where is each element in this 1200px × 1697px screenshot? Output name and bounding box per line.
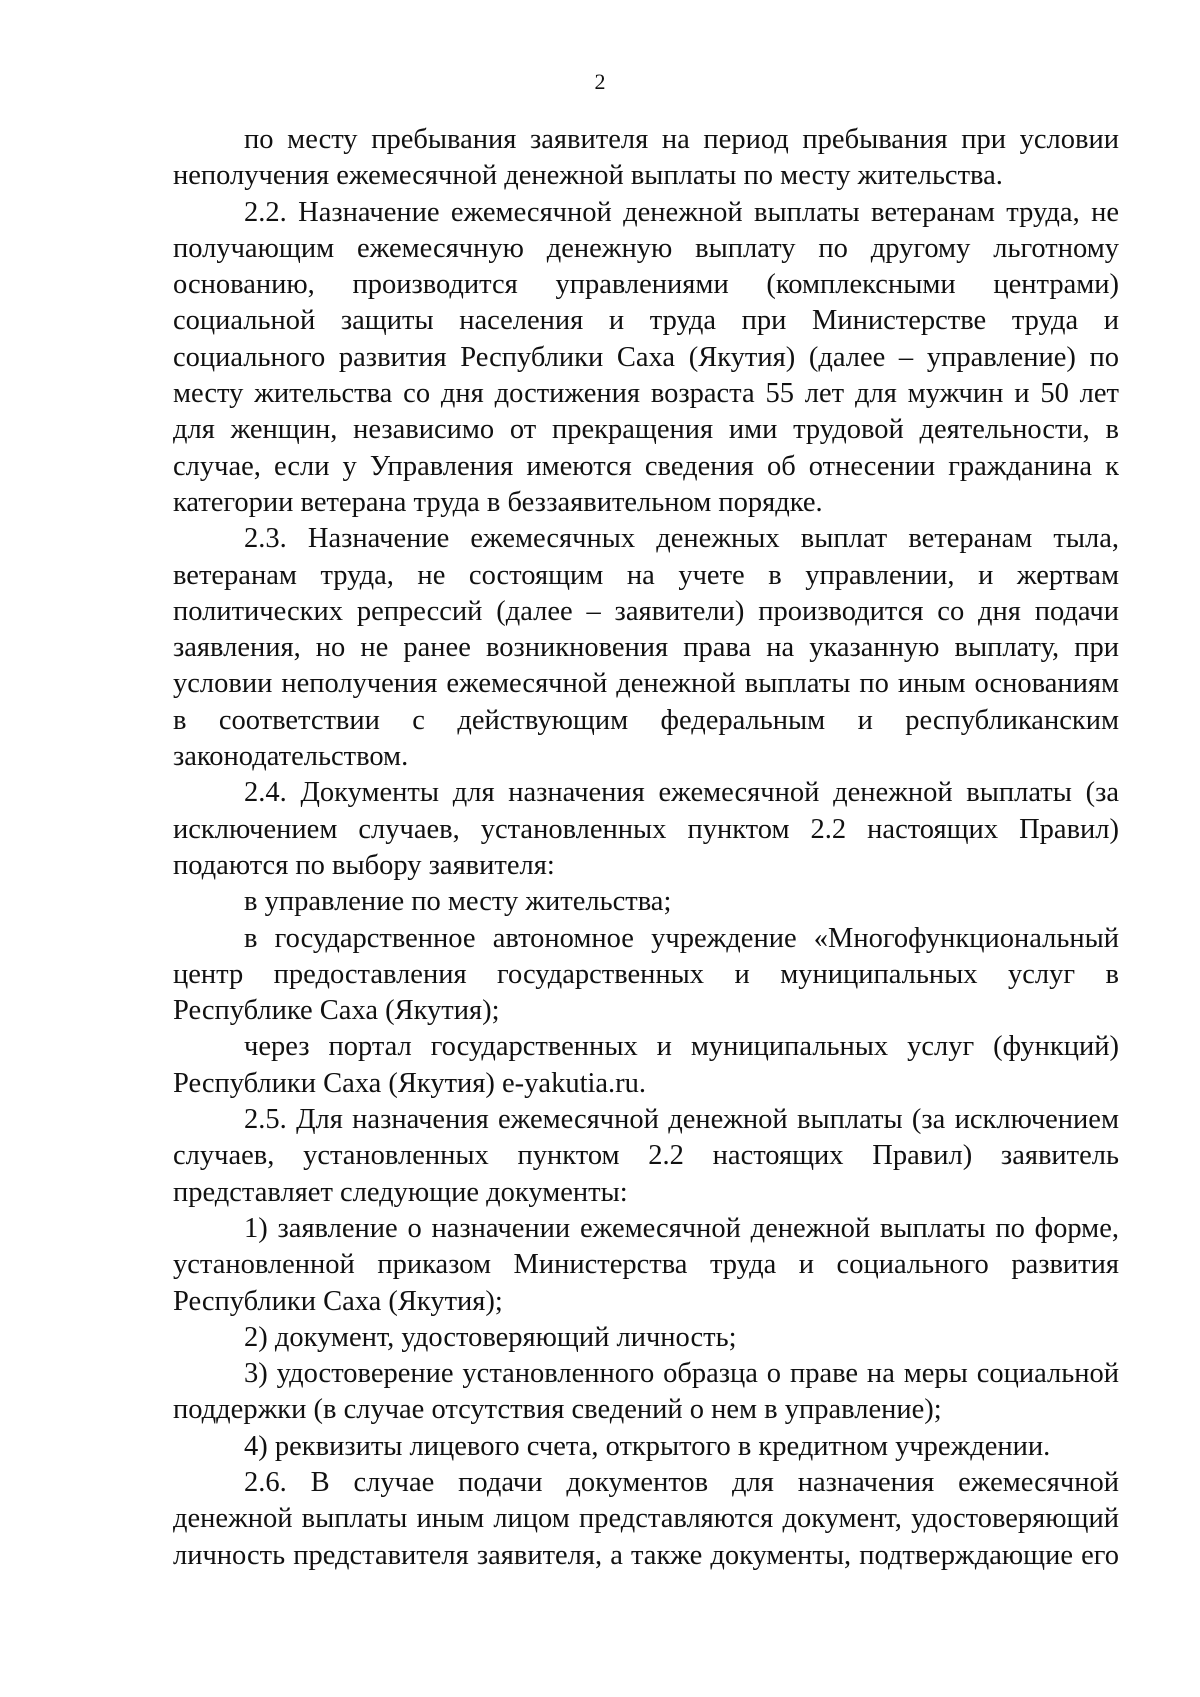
paragraph-2-5: 2.5. Для назначения ежемесячной денежной выплаты (за исключением случаев, установленных пунктом 2.2 настоящих Правил) заявитель представляет следующие документы: xyxy=(173,1104,1119,1208)
list-item-4-bank-details: 4) реквизиты лицевого счета, открытого в кредитном учреждении. xyxy=(244,1430,1051,1462)
paragraph-continuation: по месту пребывания заявителя на период пребывания при условии неполучения ежемесячной денежной выплаты по месту жительства. xyxy=(173,124,1119,192)
list-item-2-identity-document: 2) документ, удостоверяющий личность; xyxy=(244,1321,737,1353)
paragraph-2-6: 2.6. В случае подачи документов для назначения ежемесячной денежной выплаты иным лицом представляются документ, удостоверяющий личность представителя заявителя, а также документы, подтверждающие его xyxy=(173,1466,1119,1571)
list-item-1-application: 1) заявление о назначении ежемесячной денежной выплаты по форме, установленной приказом Министерства труда и социального развития Республики Саха (Якутия); xyxy=(173,1212,1119,1317)
paragraph-2-3: 2.3. Назначение ежемесячных денежных выплат ветеранам тыла, ветеранам труда, не состоящим на учете в управлении, и жертвам политических репрессий (далее – заявители) производится со дня подачи заявления, но не ранее возникновения права на указанную выплату, при условии неполучения ежемесячной денежной выплаты по иным основаниям в соответствии с действующим федеральным и республиканским законодательством. xyxy=(173,523,1119,773)
list-item-management: в управление по месту жительства; xyxy=(244,886,672,918)
document-body xyxy=(173,122,1119,1574)
paragraph-2-2: 2.2. Назначение ежемесячной денежной выплаты ветеранам труда, не получающим ежемесячную денежную выплату по другому льготному основанию, производится управлениями (комплексными центрами) социальной защиты населения и труда при Министерстве труда и социального развития Республики Саха (Якутия) (далее – управление) по месту жительства со дня достижения возраста 55 лет для мужчин и 50 лет для женщин, независимо от прекращения ими трудовой деятельности, в случае, если у Управления имеются сведения об отнесении гражданина к категории ветерана труда в беззаявительном порядке. xyxy=(173,196,1119,518)
list-item-portal: через портал государственных и муниципальных услуг (функций) Республики Саха (Якутия) e-yakutia.ru. xyxy=(173,1031,1119,1099)
list-item-3-certificate: 3) удостоверение установленного образца о праве на меры социальной поддержки (в случае отсутствия сведений о нем в управление); xyxy=(173,1358,1119,1426)
list-item-mfc: в государственное автономное учреждение «Многофункциональный центр предоставления государственных и муниципальных услуг в Республике Саха (Якутия); xyxy=(173,922,1119,1027)
paragraph-2-4: 2.4. Документы для назначения ежемесячной денежной выплаты (за исключением случаев, установленных пунктом 2.2 настоящих Правил) подаются по выбору заявителя: xyxy=(173,777,1119,881)
page-number: 2 xyxy=(594,69,606,94)
